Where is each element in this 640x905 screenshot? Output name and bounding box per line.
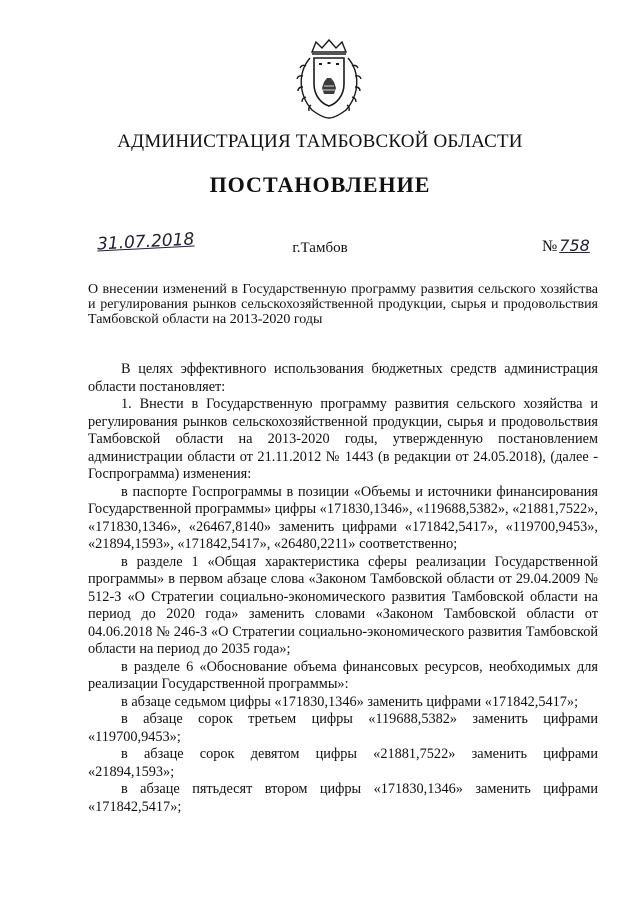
document-body (88, 361, 598, 816)
body-paragraph: В целях эффективного использования бюджетных средств администрация области постановляет: (88, 361, 598, 395)
body-paragraph: 1. Внести в Государственную программу развития сельского хозяйства и регулирования рынков сельскохозяйственной продукции, сырья и продовольствия Тамбовской области на 2013-2020 годы, утвержденную постановлением администрации области от 21.11.2012 № 1443 (в редакции от 24.05.2018), (далее - Госпрограмма) изменения: (88, 396, 598, 482)
document-date: 31.07.2018 (96, 229, 195, 255)
organization-title: АДМИНИСТРАЦИЯ ТАМБОВСКОЙ ОБЛАСТИ (117, 131, 523, 152)
body-paragraph: в разделе 1 «Общая характеристика сферы реализации Государственной программы» в первом абзаце слова «Законом Тамбовской области от 29.04.2009 № 512-З «О Стратегии социально-экономического развития Тамбовской области на период до 2020 года» заменить словами «Законом Тамбовской области от 04.06.2018 № 246-З «О Стратегии социально-экономического развития Тамбовской области на период до 2035 года»; (88, 553, 598, 657)
body-paragraph: в разделе 6 «Обоснование объема финансовых ресурсов, необходимых для реализации Государственной программы»: (88, 658, 598, 692)
body-paragraph: в абзаце пятьдесят втором цифры «171830,1346» заменить цифрами «171842,5417»; (88, 781, 598, 815)
body-paragraph: в абзаце сорок третьем цифры «119688,5382» заменить цифрами «119700,9453»; (88, 711, 598, 745)
body-paragraph: в абзаце седьмом цифры «171830,1346» заменить цифрами «171842,5417»; (121, 693, 579, 710)
document-city: г.Тамбов (292, 240, 348, 256)
document-subject: О внесении изменений в Государственную программу развития сельского хозяйства и регулирования рынков сельскохозяйственной продукции, сырья и продовольствия Тамбовской области на 2013-2020 годы (88, 282, 598, 327)
document-type-title: ПОСТАНОВЛЕНИЕ (209, 172, 431, 197)
number-label: № (542, 238, 558, 255)
coat-of-arms-emblem (294, 38, 364, 120)
document-number (542, 236, 590, 256)
body-paragraph: в паспорте Госпрограммы в позиции «Объемы и источники финансирования Государственной программы» цифры «171830,1346», «119688,5382», «21881,7522», «171830,1346», «26467,8140» заменить цифрами «171842,5417», «119700,9453», «21894,1593», «171842,5417», «26480,2211» соответственно; (88, 483, 598, 552)
body-paragraph: в абзаце сорок девятом цифры «21881,7522» заменить цифрами «21894,1593»; (88, 746, 598, 780)
number-value: 758 (559, 236, 590, 255)
crown-icon (312, 40, 346, 52)
